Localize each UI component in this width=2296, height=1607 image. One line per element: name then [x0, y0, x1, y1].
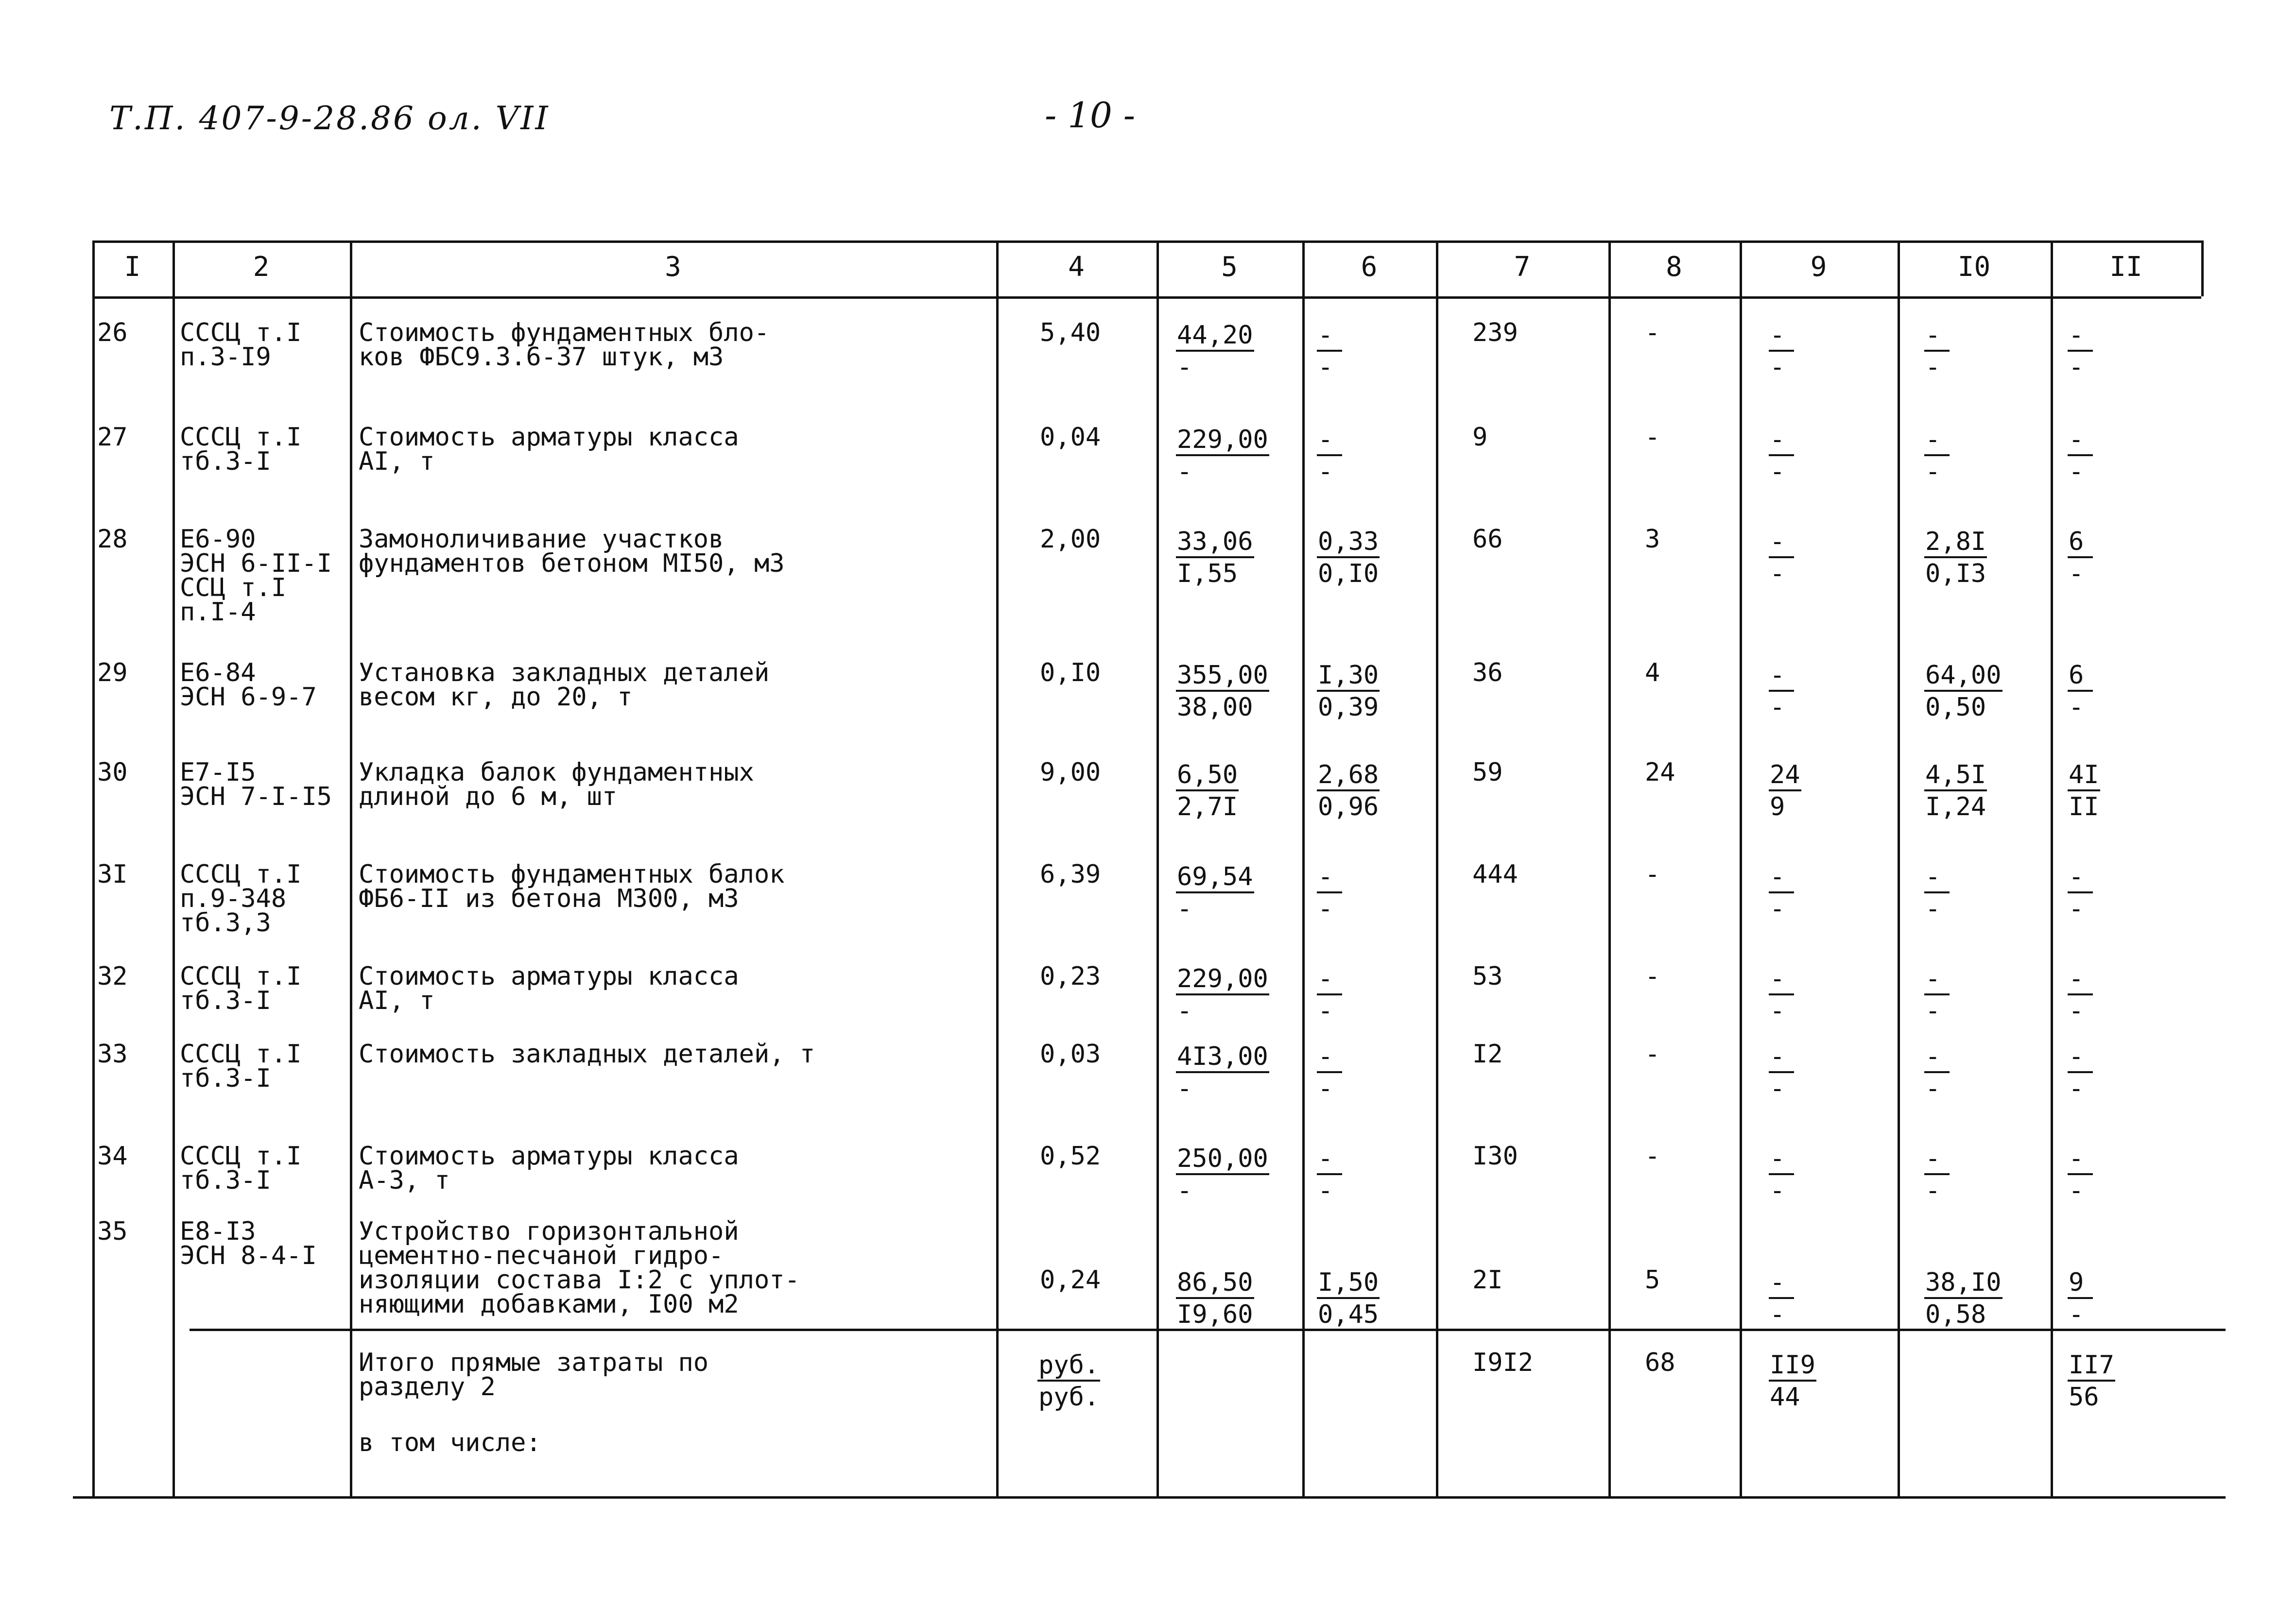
- fraction-numerator: -: [1769, 965, 1794, 995]
- column-divider: [2201, 240, 2204, 296]
- fraction-denominator: -: [2069, 1300, 2084, 1329]
- fraction-value: [1769, 661, 1794, 723]
- column-divider: [996, 240, 999, 1496]
- fraction-denominator: -: [1318, 1074, 1333, 1103]
- norm-code: СССЦ т.I тб.3-I: [180, 962, 302, 1015]
- fraction-denominator: -: [1925, 1176, 1941, 1205]
- column-header: II: [2109, 251, 2142, 283]
- fraction-denominator: I,55: [1177, 559, 1238, 588]
- fraction-numerator: -: [1769, 528, 1794, 558]
- row-number: 32: [97, 962, 128, 991]
- fraction-denominator: -: [2069, 1074, 2084, 1103]
- fraction-value: [1924, 760, 1987, 822]
- fraction-value: [1769, 1351, 1816, 1413]
- fraction-denominator: 56: [2069, 1383, 2099, 1412]
- column-divider: [1302, 240, 1305, 1496]
- fraction-value: [2068, 425, 2093, 487]
- work-description: Стоимость арматуры класса А-3, т: [359, 1142, 739, 1195]
- fraction-value: [1176, 425, 1269, 487]
- fraction-value: [1176, 527, 1254, 589]
- fraction-numerator: II9: [1769, 1351, 1816, 1382]
- quantity: 0,24: [1040, 1265, 1101, 1295]
- fraction-value: [1317, 1268, 1380, 1330]
- wage-cost: 4: [1645, 658, 1660, 687]
- row-number: 27: [97, 423, 128, 452]
- fraction-numerator: 6: [2068, 528, 2093, 558]
- fraction-denominator: -: [2069, 559, 2084, 588]
- fraction-denominator: -: [2069, 693, 2084, 722]
- fraction-numerator: 0,33: [1317, 528, 1380, 558]
- fraction-denominator: -: [1177, 894, 1192, 923]
- fraction-numerator: -: [1769, 662, 1794, 692]
- fraction-value: [1317, 527, 1380, 589]
- fraction-numerator: 6,50: [1176, 761, 1239, 791]
- fraction-value: [1317, 862, 1342, 924]
- fraction-value: [1176, 1042, 1269, 1104]
- fraction-numerator: -: [1924, 965, 1950, 995]
- fraction-value: [1924, 964, 1950, 1026]
- fraction-denominator: 0,39: [1318, 693, 1379, 722]
- wage-cost: -: [1645, 962, 1660, 991]
- fraction-value: [1924, 1268, 2003, 1330]
- work-description: Установка закладных деталей весом кг, до 20, т: [359, 658, 770, 712]
- total-cost: I30: [1472, 1142, 1518, 1171]
- fraction-value: [1317, 1042, 1342, 1104]
- total-cost: 53: [1472, 962, 1503, 991]
- fraction-numerator: -: [1317, 426, 1342, 456]
- wage-cost: 5: [1645, 1265, 1660, 1295]
- fraction-numerator: II7: [2068, 1351, 2115, 1382]
- fraction-numerator: 4I3,00: [1176, 1043, 1269, 1073]
- column-header: I: [124, 251, 141, 283]
- fraction-numerator: -: [1769, 1269, 1794, 1299]
- including-label: в том числе:: [359, 1428, 541, 1457]
- fraction-value: [1317, 1144, 1342, 1206]
- column-divider: [350, 240, 352, 1496]
- fraction-numerator: -: [1769, 426, 1794, 456]
- header-bottom-rule: [92, 296, 2201, 299]
- fraction-denominator: -: [1770, 1300, 1785, 1329]
- fraction-denominator: 44: [1770, 1383, 1800, 1412]
- fraction-numerator: 86,50: [1176, 1269, 1254, 1299]
- norm-code: Е7-I5 ЭСН 7-I-I5: [180, 758, 332, 811]
- fraction-value: [1317, 425, 1342, 487]
- column-header: 9: [1810, 251, 1827, 283]
- norm-code: Е8-I3 ЭСН 8-4-I: [180, 1217, 317, 1270]
- fraction-numerator: 2,68: [1317, 761, 1380, 791]
- norm-code: СССЦ т.I тб.3-I: [180, 423, 302, 476]
- norm-code: СССЦ т.I п.9-348 тб.3,3: [180, 860, 302, 938]
- fraction-numerator: -: [2068, 1145, 2093, 1175]
- row-number: 29: [97, 658, 128, 687]
- total-cost: 239: [1472, 318, 1518, 347]
- fraction-value: [1317, 964, 1342, 1026]
- work-description: Стоимость закладных деталей, т: [359, 1040, 815, 1069]
- norm-code: СССЦ т.I п.3-I9: [180, 318, 302, 372]
- fraction-denominator: 9: [1770, 792, 1785, 821]
- fraction-denominator: -: [1318, 353, 1333, 382]
- fraction-numerator: 44,20: [1176, 322, 1254, 352]
- fraction-denominator: -: [2069, 996, 2084, 1026]
- fraction-numerator: -: [1317, 1145, 1342, 1175]
- wage-cost: 24: [1645, 758, 1675, 787]
- fraction-value: [1176, 321, 1254, 383]
- column-divider: [1898, 240, 1900, 1496]
- fraction-value: [2068, 1144, 2093, 1206]
- fraction-value: [2068, 964, 2093, 1026]
- work-description: Устройство горизонтальной цементно-песчаной гидро- изоляции состава I:2 с уплот- няющими добавками, I00 м2: [359, 1217, 800, 1319]
- fraction-numerator: -: [1924, 1043, 1950, 1073]
- fraction-numerator: -: [1317, 322, 1342, 352]
- fraction-value: [1176, 1268, 1254, 1330]
- column-divider: [2051, 240, 2053, 1496]
- fraction-denominator: 2,7I: [1177, 792, 1238, 821]
- fraction-numerator: 38,I0: [1924, 1269, 2003, 1299]
- fraction-value: [1176, 862, 1254, 924]
- table-top-rule: [92, 240, 2201, 243]
- fraction-value: [2068, 661, 2093, 723]
- fraction-numerator: -: [1924, 426, 1950, 456]
- fraction-numerator: -: [1317, 1043, 1342, 1073]
- fraction-numerator: -: [1769, 1043, 1794, 1073]
- fraction-value: [1769, 1144, 1794, 1206]
- work-description: Стоимость арматуры класса AI, т: [359, 962, 739, 1015]
- fraction-denominator: -: [1925, 353, 1941, 382]
- fraction-numerator: -: [1924, 863, 1950, 893]
- fraction-denominator: -: [2069, 1176, 2084, 1205]
- fraction-value: [2068, 1351, 2115, 1413]
- quantity: 0,23: [1040, 962, 1101, 991]
- table-bottom-rule: [73, 1496, 2226, 1499]
- column-divider: [1608, 240, 1611, 1496]
- work-description: Стоимость фундаментных балок ФБ6-II из бетона М300, м3: [359, 860, 785, 913]
- fraction-value: [1769, 760, 1801, 822]
- fraction-value: [1769, 862, 1794, 924]
- column-header: 7: [1514, 251, 1531, 283]
- fraction-value: [1924, 1042, 1950, 1104]
- fraction-numerator: -: [2068, 426, 2093, 456]
- fraction-numerator: 9: [2068, 1269, 2093, 1299]
- fraction-numerator: 24: [1769, 761, 1801, 791]
- fraction-denominator: -: [1177, 1176, 1192, 1205]
- column-divider: [1436, 240, 1438, 1496]
- column-divider: [1157, 240, 1159, 1496]
- total-cost: 444: [1472, 860, 1518, 889]
- fraction-denominator: II: [2069, 792, 2099, 821]
- fraction-numerator: 250,00: [1176, 1145, 1269, 1175]
- total-cost: 66: [1472, 525, 1503, 554]
- quantity: 0,04: [1040, 423, 1101, 452]
- row-number: 28: [97, 525, 128, 554]
- fraction-denominator: -: [1770, 559, 1785, 588]
- fraction-value: [1176, 1144, 1269, 1206]
- fraction-denominator: -: [1318, 457, 1333, 486]
- fraction-denominator: -: [1770, 894, 1785, 923]
- total-cost: 59: [1472, 758, 1503, 787]
- column-header: 4: [1068, 251, 1085, 283]
- row-number: 33: [97, 1040, 128, 1069]
- norm-code: Е6-90 ЭСН 6-II-I ССЦ т.I п.I-4: [180, 525, 332, 627]
- total-cost: I2: [1472, 1040, 1503, 1069]
- fraction-numerator: 64,00: [1924, 662, 2003, 692]
- fraction-denominator: -: [1177, 457, 1192, 486]
- fraction-denominator: -: [1925, 457, 1941, 486]
- fraction-numerator: I,50: [1317, 1269, 1380, 1299]
- fraction-value: [1317, 321, 1342, 383]
- fraction-value: [1924, 425, 1950, 487]
- fraction-denominator: -: [1318, 996, 1333, 1026]
- fraction-denominator: -: [1770, 996, 1785, 1026]
- total-unit: [1037, 1351, 1100, 1413]
- quantity: 0,52: [1040, 1142, 1101, 1171]
- fraction-value: [1769, 425, 1794, 487]
- norm-code: СССЦ т.I тб.3-I: [180, 1142, 302, 1195]
- fraction-numerator: -: [2068, 965, 2093, 995]
- fraction-denominator: -: [1770, 1074, 1785, 1103]
- wage-cost: 3: [1645, 525, 1660, 554]
- row-number: 34: [97, 1142, 128, 1171]
- fraction-value: [1176, 964, 1269, 1026]
- fraction-denominator: 0,58: [1925, 1300, 1986, 1329]
- wage-cost-sum: 68: [1645, 1348, 1675, 1377]
- row-number: 3I: [97, 860, 128, 889]
- column-header: 6: [1361, 251, 1378, 283]
- fraction-denominator: -: [1318, 1176, 1333, 1205]
- fraction-denominator: -: [1770, 1176, 1785, 1205]
- fraction-numerator: -: [1769, 1145, 1794, 1175]
- fraction-value: [1924, 321, 1950, 383]
- total-cost: 2I: [1472, 1265, 1503, 1295]
- column-header: 8: [1666, 251, 1682, 283]
- fraction-numerator: -: [1924, 322, 1950, 352]
- fraction-denominator: 0,45: [1318, 1300, 1379, 1329]
- row-number: 26: [97, 318, 128, 347]
- fraction-denominator: -: [1770, 693, 1785, 722]
- fraction-denominator: 38,00: [1177, 693, 1253, 722]
- fraction-denominator: -: [1770, 353, 1785, 382]
- document-code: Т.П. 407-9-28.86 ол. VII: [109, 100, 550, 137]
- fraction-value: [1769, 1042, 1794, 1104]
- fraction-numerator: 355,00: [1176, 662, 1269, 692]
- fraction-denominator: -: [1177, 996, 1192, 1026]
- fraction-value: [1769, 1268, 1794, 1330]
- fraction-numerator: 229,00: [1176, 965, 1269, 995]
- fraction-value: [1317, 661, 1380, 723]
- norm-code: СССЦ т.I тб.3-I: [180, 1040, 302, 1093]
- fraction-numerator: 69,54: [1176, 863, 1254, 893]
- fraction-denominator: 0,I3: [1925, 559, 1986, 588]
- fraction-numerator: 6: [2068, 662, 2093, 692]
- fraction-value: [2068, 862, 2093, 924]
- column-divider: [173, 240, 175, 1496]
- quantity: 9,00: [1040, 758, 1101, 787]
- total-cost: 36: [1472, 658, 1503, 687]
- work-description: Замоноличивание участков фундаментов бетоном МI50, м3: [359, 525, 785, 578]
- fraction-numerator: -: [1769, 863, 1794, 893]
- fraction-value: [2068, 1042, 2093, 1104]
- total-description: Итого прямые затраты по разделу 2: [359, 1348, 709, 1402]
- fraction-denominator: I9,60: [1177, 1300, 1253, 1329]
- total-cost: 9: [1472, 423, 1488, 452]
- fraction-denominator: -: [1770, 457, 1785, 486]
- wage-cost: -: [1645, 1142, 1660, 1171]
- fraction-numerator: -: [1769, 322, 1794, 352]
- wage-cost: -: [1645, 423, 1660, 452]
- fraction-value: [1176, 760, 1239, 822]
- wage-cost: -: [1645, 1040, 1660, 1069]
- norm-code: Е6-84 ЭСН 6-9-7: [180, 658, 317, 712]
- fraction-denominator: -: [1177, 353, 1192, 382]
- row-number: 30: [97, 758, 128, 787]
- page-number: - 10 -: [1045, 95, 1136, 136]
- fraction-value: [1317, 760, 1380, 822]
- quantity: 2,00: [1040, 525, 1101, 554]
- column-header: 2: [253, 251, 270, 283]
- fraction-value: [1769, 321, 1794, 383]
- fraction-numerator: 4,5I: [1924, 761, 1987, 791]
- column-header: 5: [1221, 251, 1238, 283]
- fraction-value: [1924, 527, 1987, 589]
- fraction-denominator: 0,50: [1925, 693, 1986, 722]
- fraction-value: [1924, 1144, 1950, 1206]
- work-description: Укладка балок фундаментных длиной до 6 м, шт: [359, 758, 754, 811]
- quantity: 6,39: [1040, 860, 1101, 889]
- total-cost-sum: I9I2: [1472, 1348, 1534, 1377]
- fraction-value: [1769, 964, 1794, 1026]
- fraction-numerator: I,30: [1317, 662, 1380, 692]
- fraction-numerator: -: [2068, 322, 2093, 352]
- work-description: Стоимость фундаментных бло- ков ФБС9.3.6-37 штук, м3: [359, 318, 770, 372]
- fraction-numerator: -: [1317, 863, 1342, 893]
- fraction-numerator: 4I: [2068, 761, 2100, 791]
- column-divider: [92, 240, 95, 1496]
- fraction-value: [2068, 1268, 2093, 1330]
- unit-top: руб.: [1037, 1351, 1100, 1382]
- fraction-numerator: -: [2068, 863, 2093, 893]
- fraction-numerator: 2,8I: [1924, 528, 1987, 558]
- fraction-denominator: I,24: [1925, 792, 1986, 821]
- fraction-denominator: -: [1318, 894, 1333, 923]
- column-header: 3: [665, 251, 681, 283]
- fraction-denominator: -: [2069, 894, 2084, 923]
- fraction-denominator: -: [2069, 353, 2084, 382]
- quantity: 0,I0: [1040, 658, 1101, 687]
- column-header: I0: [1957, 251, 1991, 283]
- fraction-denominator: -: [1177, 1074, 1192, 1103]
- work-description: Стоимость арматуры класса AI, т: [359, 423, 739, 476]
- row-number: 35: [97, 1217, 128, 1246]
- wage-cost: -: [1645, 318, 1660, 347]
- fraction-numerator: -: [1317, 965, 1342, 995]
- wage-cost: -: [1645, 860, 1660, 889]
- quantity: 0,03: [1040, 1040, 1101, 1069]
- fraction-denominator: -: [1925, 1074, 1941, 1103]
- fraction-denominator: 0,I0: [1318, 559, 1379, 588]
- fraction-denominator: -: [1925, 894, 1941, 923]
- fraction-value: [1176, 661, 1269, 723]
- fraction-numerator: 229,00: [1176, 426, 1269, 456]
- fraction-value: [1924, 862, 1950, 924]
- fraction-denominator: -: [1925, 996, 1941, 1026]
- fraction-numerator: -: [2068, 1043, 2093, 1073]
- fraction-value: [1924, 661, 2003, 723]
- fraction-denominator: 0,96: [1318, 792, 1379, 821]
- quantity: 5,40: [1040, 318, 1101, 347]
- fraction-numerator: 33,06: [1176, 528, 1254, 558]
- fraction-value: [2068, 760, 2100, 822]
- fraction-denominator: -: [2069, 457, 2084, 486]
- unit-bottom: руб.: [1038, 1383, 1100, 1412]
- fraction-value: [2068, 527, 2093, 589]
- fraction-value: [2068, 321, 2093, 383]
- fraction-value: [1769, 527, 1794, 589]
- column-divider: [1740, 240, 1742, 1496]
- fraction-numerator: -: [1924, 1145, 1950, 1175]
